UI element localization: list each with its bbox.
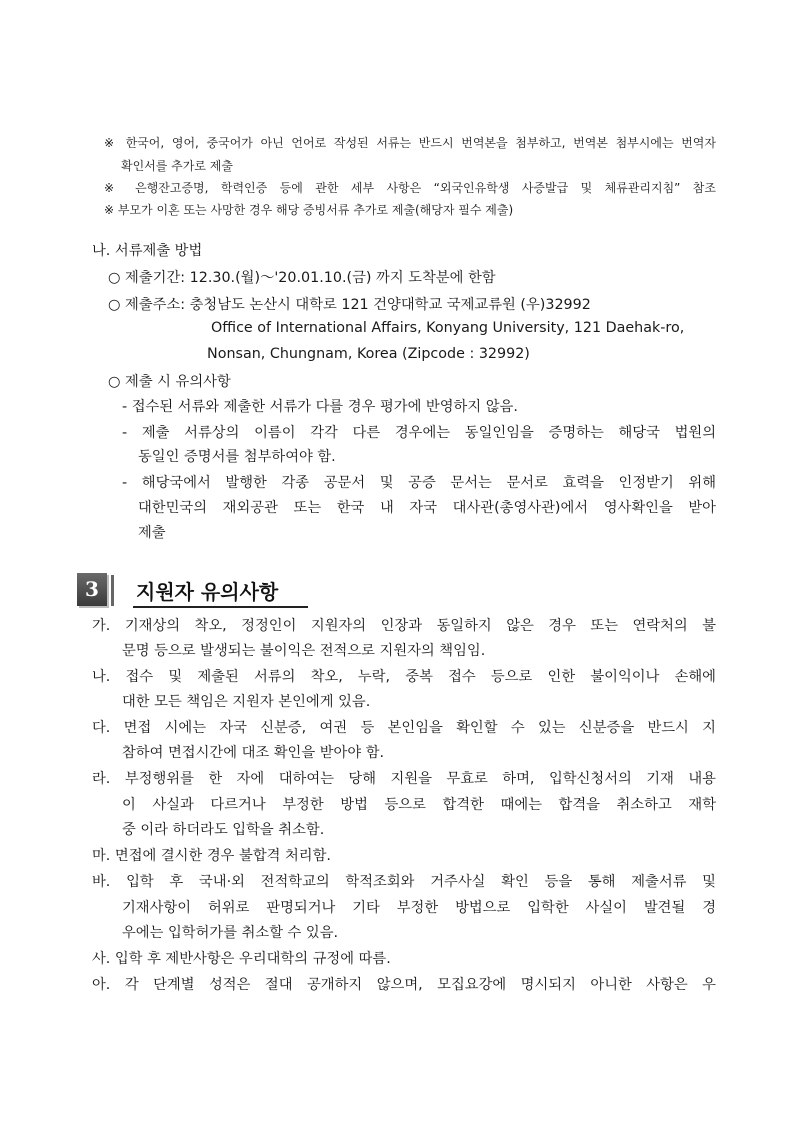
section-number-badge: 3 xyxy=(77,573,107,606)
caution-1: - 접수된 서류와 제출한 서류가 다를 경우 평가에 반영하지 않음. xyxy=(122,399,518,415)
item-ba-line2: 기재사항이 허위로 판명되거나 기타 부정한 방법으로 입학한 사실이 발견될 경 xyxy=(122,900,716,916)
section-title-underline xyxy=(133,606,308,608)
submission-heading: 나. 서류제출 방법 xyxy=(92,243,203,259)
submission-period: ○ 제출기간: 12.30.(월)～'20.01.10.(금) 까지 도착분에 한함 xyxy=(108,270,496,286)
note-parents: ※ 부모가 이혼 또는 사망한 경우 해당 증빙서류 추가로 제출(해당자 필수 제출) xyxy=(104,203,514,217)
caution-2-line2: 동일인 증명서를 첨부하여야 함. xyxy=(138,449,336,465)
item-ra-line2: 이 사실과 다르거나 부정한 방법 등으로 합격한 때에는 합격을 취소하고 재학 xyxy=(122,797,716,813)
caution-2-line1: - 제출 서류상의 이름이 각각 다른 경우에는 동일인임을 증명하는 해당국 법원의 xyxy=(122,425,716,441)
item-ba-line3: 우에는 입학허가를 취소할 수 있음. xyxy=(122,925,339,941)
caution-heading: ○ 제출 시 유의사항 xyxy=(108,374,231,390)
item-da-line2: 참하여 면접시간에 대조 확인을 받아야 함. xyxy=(122,745,385,761)
note-translation-line1: ※ 한국어, 영어, 중국어가 아닌 언어로 작성된 서류는 반드시 번역본을 첨부하고, 번역본 첨부시에는 번역자 xyxy=(104,136,716,150)
item-ba-line1: 바. 입학 후 국내·외 전적학교의 학적조회와 거주사실 확인 등을 통해 제출서류 및 xyxy=(92,874,716,890)
caution-3-line2: 대한민국의 재외공관 또는 한국 내 자국 대사관(총영사관)에서 영사확인을 받아 xyxy=(138,500,716,516)
item-sa: 사. 입학 후 제반사항은 우리대학의 규정에 따름. xyxy=(92,951,391,967)
item-da-line1: 다. 면접 시에는 자국 신분증, 여권 등 본인임을 확인할 수 있는 신분증을 반드시 지 xyxy=(92,720,716,736)
submission-address-en-2: Nonsan, Chungnam, Korea (Zipcode : 32992) xyxy=(207,346,530,362)
note-bank-certificate: ※ 은행잔고증명, 학력인증 등에 관한 세부 사항은 “외국인유학생 사증발급 및 체류관리지침” 참조 xyxy=(104,181,716,195)
caution-3-line1: - 해당국에서 발행한 각종 공문서 및 공증 문서는 문서로 효력을 인정받기 위해 xyxy=(122,475,716,491)
caution-3-line3: 제출 xyxy=(138,525,166,541)
submission-address-kr: ○ 제출주소: 충청남도 논산시 대학로 121 건양대학교 국제교류원 (우)32992 xyxy=(108,297,591,313)
item-ga-line2: 문명 등으로 발생되는 불이익은 전적으로 지원자의 책임임. xyxy=(122,643,486,659)
section-title: 지원자 유의사항 xyxy=(136,580,279,604)
item-ra-line1: 라. 부정행위를 한 자에 대하여는 당해 지원을 무효로 하며, 입학신청서의 기재 내용 xyxy=(92,771,716,787)
item-ga-line1: 가. 기재상의 착오, 정정인이 지원자의 인장과 동일하지 않은 경우 또는 연락처의 불 xyxy=(92,618,716,634)
submission-address-en-1: Office of International Affairs, Konyang University, 121 Daehak-ro, xyxy=(211,320,685,336)
section-divider-bar xyxy=(111,575,114,606)
item-na-line2: 대한 모든 책임은 지원자 본인에게 있음. xyxy=(122,694,371,710)
item-na-line1: 나. 접수 및 제출된 서류의 착오, 누락, 중복 접수 등으로 인한 불이익이나 손해에 xyxy=(92,669,716,685)
item-ma: 마. 면접에 결시한 경우 불합격 처리함. xyxy=(92,848,331,864)
item-ra-line3: 중 이라 하더라도 입학을 취소함. xyxy=(122,822,325,838)
item-a-line1: 아. 각 단계별 성적은 절대 공개하지 않으며, 모집요강에 명시되지 아니한 사항은 우 xyxy=(92,977,716,993)
note-translation-line2: 확인서를 추가로 제출 xyxy=(121,159,233,173)
